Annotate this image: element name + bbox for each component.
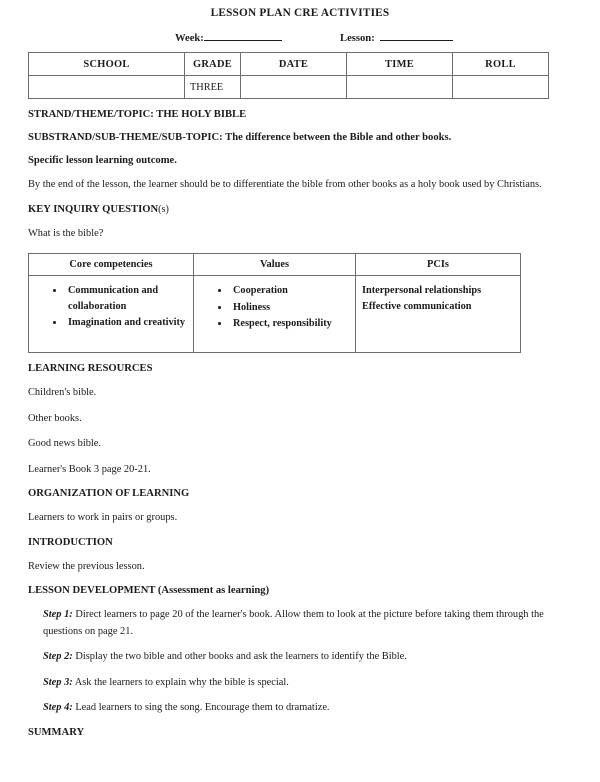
strand-label: STRAND/THEME/TOPIC: [28,109,154,120]
step-text: Direct learners to page 20 of the learner's book. Allow them to look at the picture before taking them through the questions on page 21. [43,609,544,637]
substrand-value: The difference between the Bible and other books. [225,132,452,143]
outcome-body: By the end of the lesson, the learner should be to differentiate the bible from other books as a holy book used by Christians. [28,179,542,190]
column-header-grade: GRADE [185,53,241,76]
column-header-time: TIME [347,53,453,76]
table-header-row [29,254,521,276]
key-inquiry-heading-suffix: (s) [158,203,169,215]
list-item: Interpersonal relationships [362,285,482,296]
week-label: Week: [175,33,204,44]
step-text: Lead learners to sing the song. Encourage them to dramatize. [72,702,330,713]
list-item: Effective communication [362,300,472,312]
introduction-heading: INTRODUCTION [28,536,113,548]
lesson-field [340,31,453,46]
key-inquiry-heading-text: KEY INQUIRY QUESTION [28,203,159,215]
learning-resource-item: Good news bible. [28,438,102,449]
substrand-label: SUBSTRAND/SUB-THEME/SUB-TOPIC: [28,132,223,143]
learning-resource-item: Other books. [28,412,82,424]
cell-time[interactable] [347,76,453,99]
lesson-step [43,607,571,640]
list-item: • Communication and collaboration [65,283,193,314]
step-label: Step 1: [43,609,73,620]
learning-resource-item: Learner's Book 3 page 20-21. [28,463,151,475]
learning-resources-heading: LEARNING RESOURCES [28,363,153,374]
core-competencies-list [29,283,193,331]
step-label: Step 4: [43,702,73,713]
list-item: • Respect, responsibility [230,316,355,332]
table-header-row [29,53,549,76]
column-header-core-competencies: Core competencies [29,254,194,276]
cell-core-competencies [29,276,194,353]
table-row [29,276,521,353]
column-header-date: DATE [241,53,347,76]
step-text: Display the two bible and other books and ask the learners to identify the Bible. [72,651,407,662]
list-item: • Holiness [230,300,355,316]
page-title: LESSON PLAN CRE ACTIVITIES [210,7,390,19]
competency-table [28,253,521,353]
lesson-header-table [28,52,549,99]
introduction-body: Review the previous lesson. [28,560,145,572]
document-page [0,6,600,782]
step-label: Step 2: [43,651,73,662]
key-inquiry-heading [28,203,600,217]
lesson-step [43,649,571,666]
pcis-list [356,283,520,314]
step-text: Ask the learners to explain why the bible is special. [72,676,289,688]
lesson-blank-line[interactable] [380,31,453,41]
strand-value: THE HOLY BIBLE [156,109,247,120]
summary-heading: SUMMARY [28,726,85,738]
week-field [175,31,282,46]
learning-resource-item: Children's bible. [28,387,97,398]
list-item: • Cooperation [230,283,355,299]
cell-values [194,276,356,353]
week-blank-line[interactable] [204,31,282,41]
cell-date[interactable] [241,76,347,99]
organization-body: Learners to work in pairs or groups. [28,512,178,523]
table-row [29,76,549,99]
column-header-roll: ROLL [453,53,549,76]
cell-grade[interactable]: THREE [185,76,241,99]
substrand-heading [28,131,600,145]
column-header-pcis: PCIs [356,254,521,276]
key-inquiry-question: What is the bible? [28,227,104,239]
week-lesson-row [0,31,600,47]
lesson-development-heading: LESSON DEVELOPMENT (Assessment as learning) [28,585,270,596]
list-item: • Imagination and creativity [65,315,193,331]
values-list [194,283,355,332]
lesson-step [43,700,571,717]
cell-school[interactable] [29,76,185,99]
step-label: Step 3: [43,676,73,688]
outcome-heading: Specific lesson learning outcome. [28,155,177,166]
lesson-step [43,675,571,692]
column-header-school: SCHOOL [29,53,185,76]
cell-pcis [356,276,521,353]
strand-heading [28,108,600,122]
cell-roll[interactable] [453,76,549,99]
lesson-label: Lesson: [340,33,375,44]
column-header-values: Values [194,254,356,276]
organization-heading: ORGANIZATION OF LEARNING [28,488,190,499]
